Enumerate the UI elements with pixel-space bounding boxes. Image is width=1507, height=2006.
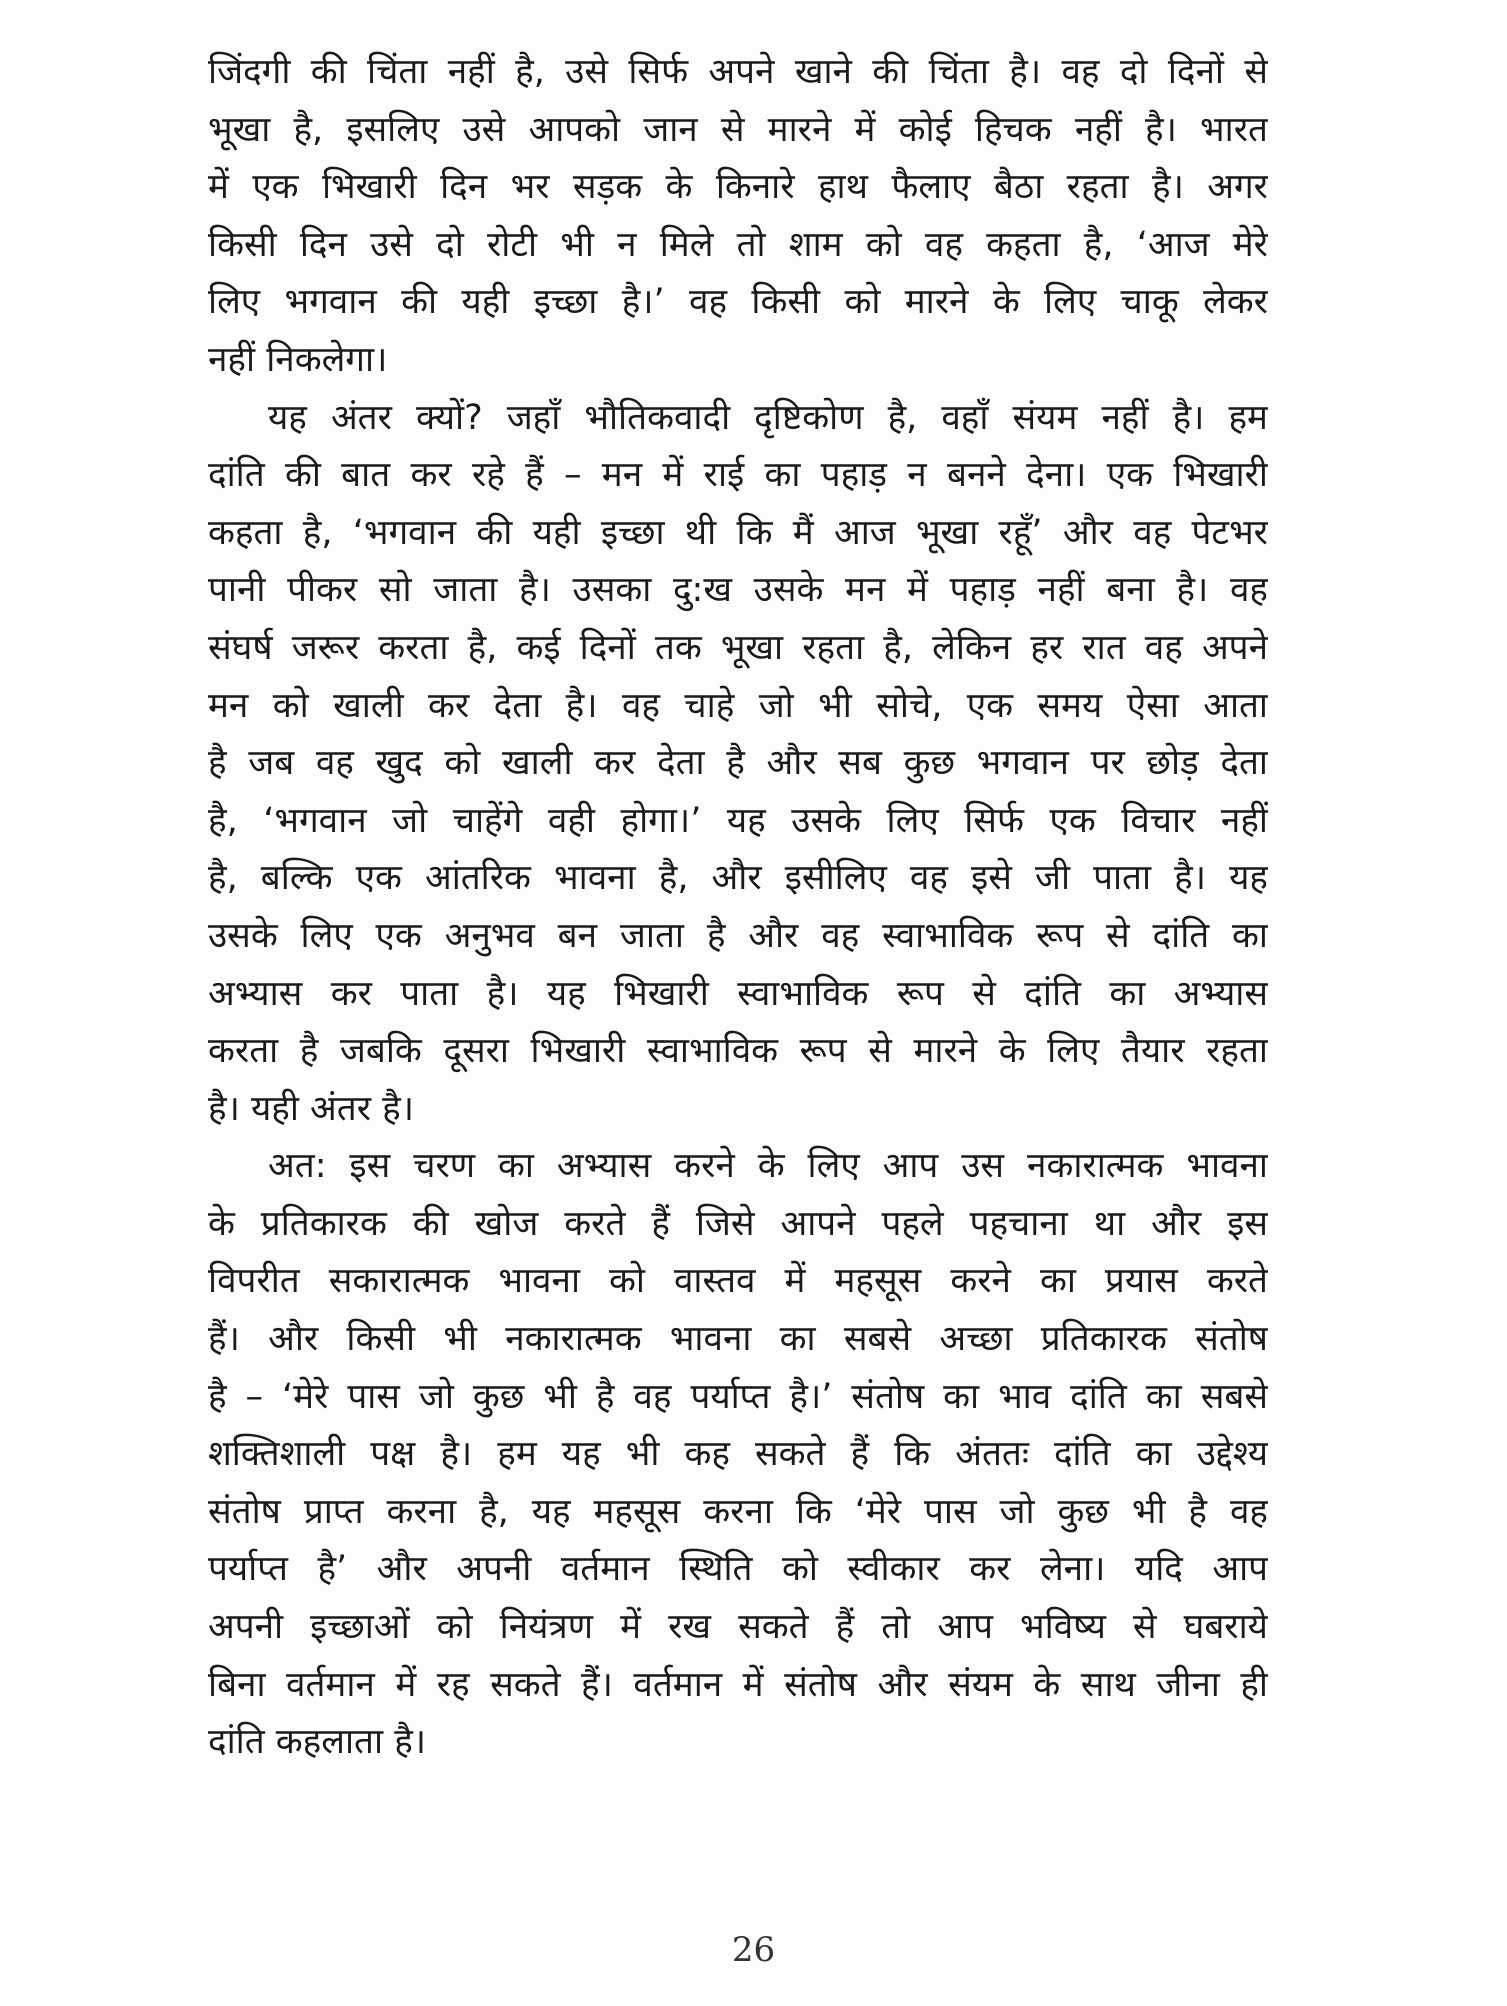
text-line: हैं। और किसी भी नकारात्मक भावना का सबसे अच्छा प्रतिकारक संतोष	[208, 1319, 1268, 1360]
text-line: किसी दिन उसे दो रोटी भी न मिले तो शाम को वह कहता है, ‘आज मेरे	[208, 224, 1268, 265]
text-line: है – ‘मेरे पास जो कुछ भी है वह पर्याप्त है।’ संतोष का भाव दांति का सबसे	[208, 1376, 1268, 1417]
text-line: के प्रतिकारक की खोज करते हैं जिसे आपने पहले पहचाना था और इस	[208, 1203, 1268, 1244]
text-line: करता है जबकि दूसरा भिखारी स्वाभाविक रूप से मारने के लिए तैयार रहता	[208, 1031, 1268, 1072]
text-line: है। यही अंतर है।	[208, 1088, 415, 1129]
text-line: अभ्यास कर पाता है। यह भिखारी स्वाभाविक रूप से दांति का अभ्यास	[208, 973, 1268, 1014]
text-line: में एक भिखारी दिन भर सड़क के किनारे हाथ फैलाए बैठा रहता है। अगर	[208, 167, 1268, 208]
text-line: पर्याप्त है’ और अपनी वर्तमान स्थिति को स्वीकार कर लेना। यदि आप	[208, 1549, 1268, 1590]
text-line: विपरीत सकारात्मक भावना को वास्तव में महसूस करने का प्रयास करते	[208, 1261, 1268, 1302]
text-line: संतोष प्राप्त करना है, यह महसूस करना कि ‘मेरे पास जो कुछ भी है वह	[208, 1491, 1268, 1532]
text-line: संघर्ष जरूर करता है, कई दिनों तक भूखा रहता है, लेकिन हर रात वह अपने	[208, 627, 1268, 668]
text-line: पानी पीकर सो जाता है। उसका दु:ख उसके मन में पहाड़ नहीं बना है। वह	[208, 570, 1268, 611]
paragraph-start-line: अत: इस चरण का अभ्यास करने के लिए आप उस नकारात्मक भावना	[268, 1146, 1268, 1187]
body-text	[208, 44, 1268, 1772]
text-line: दांति की बात कर रहे हैं – मन में राई का पहाड़ न बनने देना। एक भिखारी	[208, 455, 1268, 496]
text-line: मन को खाली कर देता है। वह चाहे जो भी सोचे, एक समय ऐसा आता	[208, 685, 1268, 726]
text-line: है, ‘भगवान जो चाहेंगे वही होगा।’ यह उसके लिए सिर्फ एक विचार नहीं	[208, 800, 1268, 841]
text-line: उसके लिए एक अनुभव बन जाता है और वह स्वाभाविक रूप से दांति का	[208, 915, 1268, 956]
page-number: 26	[731, 1930, 776, 1970]
text-line: भूखा है, इसलिए उसे आपको जान से मारने में कोई हिचक नहीं है। भारत	[208, 109, 1268, 150]
text-line: अपनी इच्छाओं को नियंत्रण में रख सकते हैं तो आप भविष्य से घबराये	[208, 1607, 1268, 1648]
text-line: जिंदगी की चिंता नहीं है, उसे सिर्फ अपने खाने की चिंता है। वह दो दिनों से	[208, 52, 1268, 92]
text-line: कहता है, ‘भगवान की यही इच्छा थी कि मैं आज भूखा रहूँ’ और वह पेटभर	[208, 512, 1268, 553]
text-line: नहीं निकलेगा।	[208, 339, 388, 380]
text-line: शक्तिशाली पक्ष है। हम यह भी कह सकते हैं कि अंततः दांति का उद्देश्य	[208, 1434, 1268, 1475]
text-line: लिए भगवान की यही इच्छा है।’ वह किसी को मारने के लिए चाकू लेकर	[208, 282, 1268, 323]
text-line: बिना वर्तमान में रह सकते हैं। वर्तमान में संतोष और संयम के साथ जीना ही	[208, 1664, 1268, 1705]
text-line: है जब वह खुद को खाली कर देता है और सब कुछ भगवान पर छोड़ देता	[208, 743, 1268, 784]
text-line: दांति कहलाता है।	[208, 1722, 427, 1763]
paragraph-start-line: यह अंतर क्यों? जहाँ भौतिकवादी दृष्टिकोण है, वहाँ संयम नहीं है। हम	[268, 397, 1268, 438]
text-line: है, बल्कि एक आंतरिक भावना है, और इसीलिए वह इसे जी पाता है। यह	[208, 858, 1268, 899]
